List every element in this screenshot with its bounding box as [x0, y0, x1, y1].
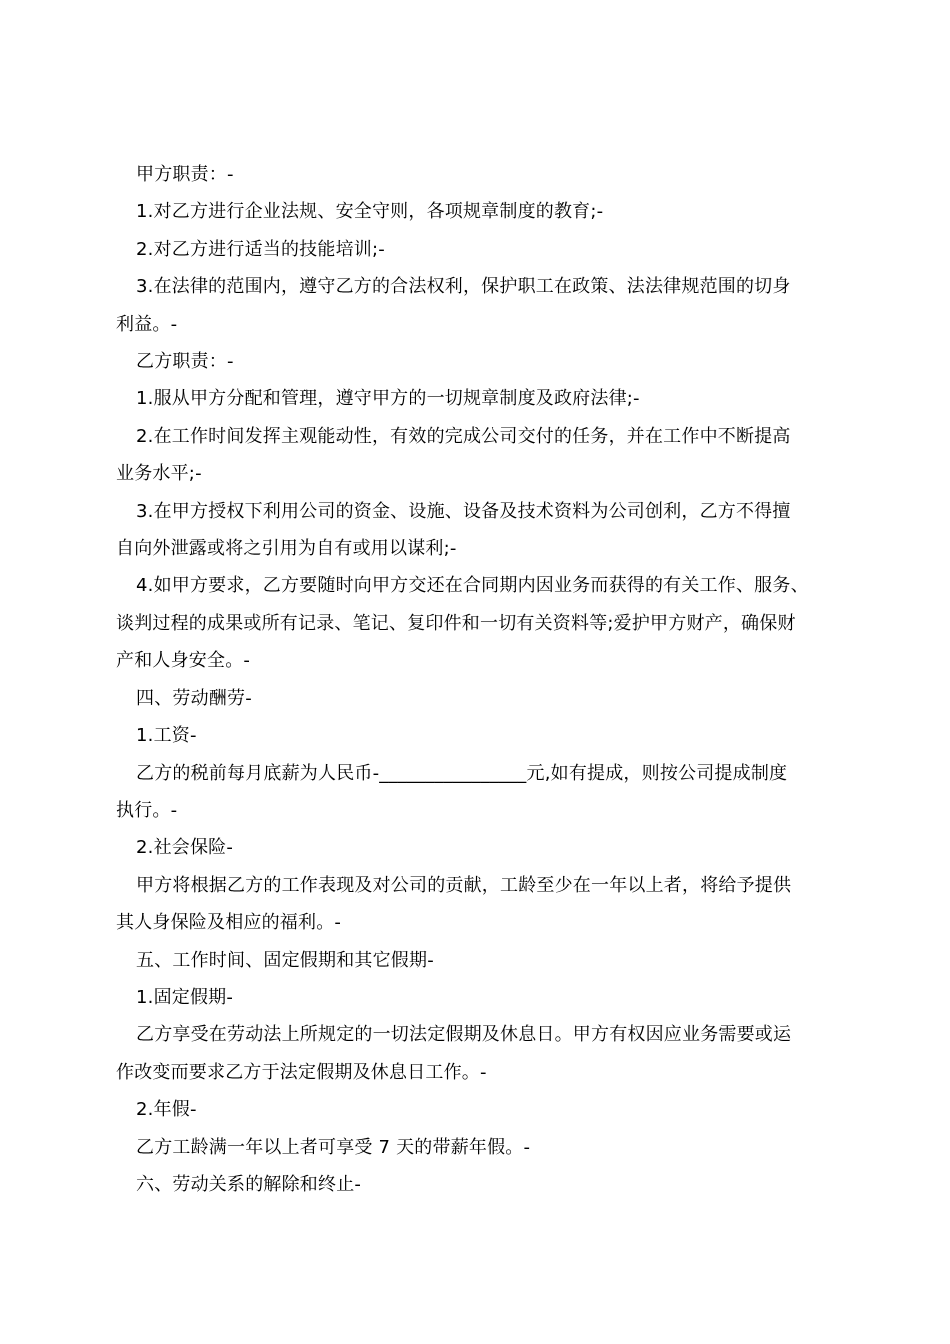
paragraph-line: 自向外泄露或将之引用为自有或用以谋利;- — [116, 538, 457, 560]
paragraph-line: 2.在工作时间发挥主观能动性，有效的完成公司交付的任务，并在工作中不断提高 — [136, 425, 791, 447]
paragraph-line: 3.在甲方授权下利用公司的资金、设施、设备及技术资料为公司创利，乙方不得擅 — [136, 500, 791, 522]
subsection-heading-salary: 1.工资- — [136, 725, 197, 747]
paragraph-line: 谈判过程的成果或所有记录、笔记、复印件和一切有关资料等;爱护甲方财产，确保财 — [116, 612, 796, 634]
paragraph-line: 1.对乙方进行企业法规、安全守则，各项规章制度的教育;- — [136, 201, 604, 223]
paragraph-line: 作改变而要求乙方于法定假期及休息日工作。- — [116, 1061, 487, 1083]
paragraph-line: 乙方工龄满一年以上者可享受 7 天的带薪年假。- — [136, 1136, 531, 1158]
subsection-heading-fixed-holidays: 1.固定假期- — [136, 986, 234, 1008]
paragraph-line: 利益。- — [116, 313, 178, 335]
paragraph-line: 3.在法律的范围内，遵守乙方的合法权利，保护职工在政策、法法律规范围的切身 — [136, 276, 791, 298]
paragraph-line: 产和人身安全。- — [116, 650, 251, 672]
document-body — [116, 156, 840, 1203]
paragraph-line: 业务水平;- — [116, 463, 202, 485]
subsection-heading-annual-leave: 2.年假- — [136, 1099, 197, 1121]
section-heading-labor-remuneration: 四、劳动酬劳- — [136, 687, 252, 709]
paragraph-line: 执行。- — [116, 799, 178, 821]
paragraph-line: 其人身保险及相应的福利。- — [116, 912, 342, 934]
section-heading-termination: 六、劳动关系的解除和终止- — [136, 1173, 362, 1195]
section-heading-party-a-duties: 甲方职责：- — [136, 164, 234, 185]
section-heading-working-hours: 五、工作时间、固定假期和其它假期- — [136, 949, 434, 971]
paragraph-line: 4.如甲方要求，乙方要随时向甲方交还在合同期内因业务而获得的有关工作、服务、 — [136, 575, 809, 597]
paragraph-line: 1.服从甲方分配和管理，遵守甲方的一切规章制度及政府法律;- — [136, 388, 640, 410]
paragraph-line: 甲方将根据乙方的工作表现及对公司的贡献，工龄至少在一年以上者，将给予提供 — [136, 874, 792, 896]
paragraph-line: 乙方享受在劳动法上所规定的一切法定假期及休息日。甲方有权因应业务需要或运 — [136, 1024, 792, 1046]
paragraph-line: 乙方的税前每月底薪为人民币-________________元,如有提成，则按公司提成制度 — [136, 762, 788, 784]
paragraph-line: 2.对乙方进行适当的技能培训;- — [136, 238, 385, 260]
section-heading-party-b-duties: 乙方职责：- — [136, 351, 234, 373]
subsection-heading-social-insurance: 2.社会保险- — [136, 837, 234, 859]
